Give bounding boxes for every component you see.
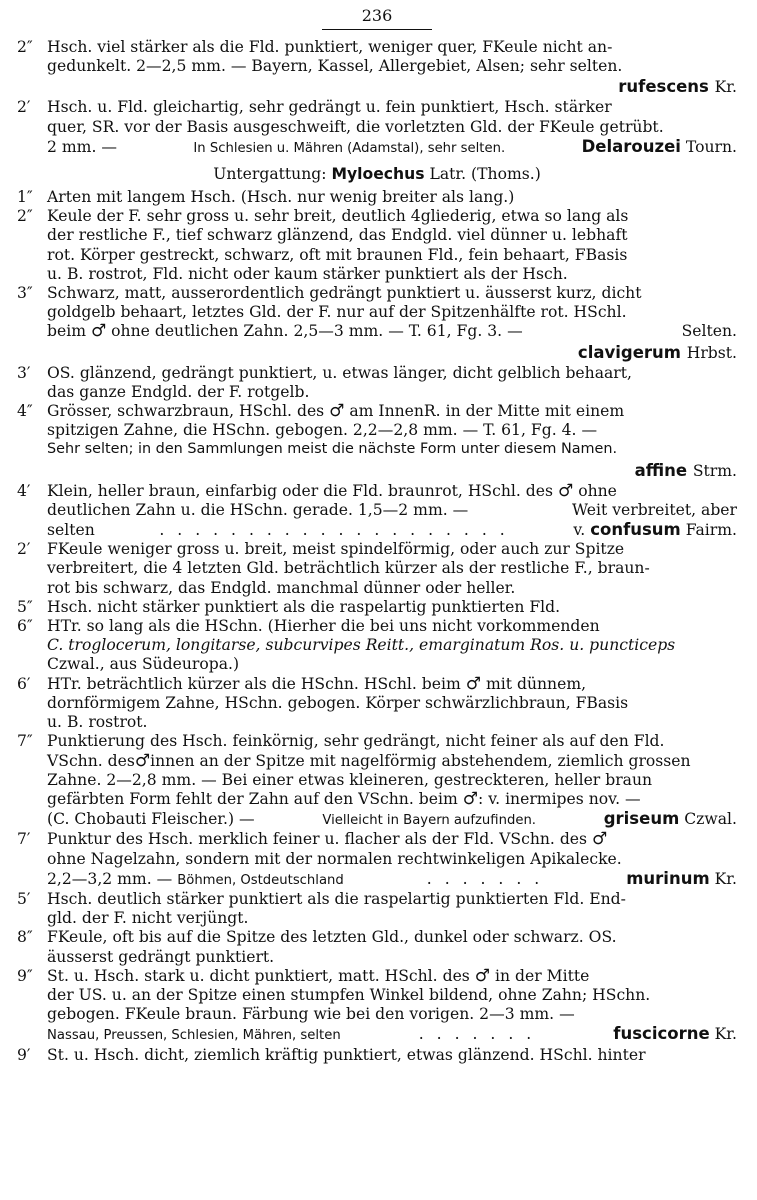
couplet-number: 5′ [17,889,31,908]
text-line: Sehr selten; in den Sammlungen meist die nächste Form unter diesem Namen. [47,441,618,458]
entry-text [47,928,737,966]
couplet-number: 2′ [17,98,31,117]
entry-text [47,675,737,733]
text-line: OS. glänzend, gedrängt punktiert, u. etwas länger, dicht gelblich behaart, [47,363,632,382]
species-author: Kr. [714,1025,737,1044]
key-entry [17,890,737,928]
couplet-number: 6′ [17,674,31,693]
key-entry [17,732,737,830]
species-author: Hrbst. [686,343,737,362]
couplet-number: 9′ [17,1045,31,1064]
species-name-line [47,460,737,482]
key-entry [17,598,737,617]
text-line: (C. Chobauti Fleischer.) — Vielleicht in Bayern aufzufinden. griseum Czwal. [47,809,737,830]
text-line: Punktierung des Hsch. feinkörnig, sehr gedrängt, nicht feiner als auf den Fld. [47,732,665,751]
text-line: C. troglocerum, longitarse, subcurvipes Reitt., emarginatum Ros. u. puncticeps [47,636,676,655]
entry-text [47,284,737,364]
couplet-number: 7″ [17,732,33,751]
key-entry [17,98,737,158]
locality-text: Böhmen, Ostdeutschland [177,872,344,888]
subgenus-name: Myloechus [331,165,425,184]
male-symbol-icon: ♂ [134,750,151,771]
locality-text: In Schlesien u. Mähren (Adamstal), sehr selten. [193,140,506,156]
key-entry [17,364,737,402]
species-author: Strm. [692,461,737,480]
key-entry [17,928,737,966]
species-name: griseum [603,809,680,829]
species-name-inline [582,137,737,157]
species-author: Kr. [714,78,737,97]
species-author: Tourn. [685,137,737,156]
text-line: Hsch. viel stärker als die Fld. punktiert, weniger quer, FKeule nicht an- [47,38,613,56]
text-line: verbreitert, die 4 letzten Gld. beträchtlich kürzer als der restliche F., braun- [47,559,650,578]
text-line: Punktur des Hsch. merklich feiner u. flacher als der Fld. VSchn. des ♂ [47,829,608,850]
species-name: clavigerum [577,342,681,362]
entry-text [47,830,737,890]
entry-text [47,207,737,284]
locality-text: Vielleicht in Bayern aufzufinden. [322,813,536,829]
entry-text [47,188,737,207]
text-line: gebogen. FKeule braun. Färbung wie bei den vorigen. 2—3 mm. — [47,1005,575,1024]
species-name: rufescens [618,77,709,97]
text-line: 2,2—3,2 mm. — Böhmen, Ostdeutschland . . . . . . . murinum Kr. [47,868,737,888]
text-line: Hsch. deutlich stärker punktiert als die raspelartig punktierten Fld. End- [47,889,626,908]
text-line: Czwal., aus Südeuropa.) [47,655,240,674]
text-line: HTr. so lang als die HSchn. (Hierher die bei uns nicht vorkommenden [47,617,600,636]
text-line: Arten mit langem Hsch. (Hsch. nur wenig breiter als lang.) [47,188,515,207]
key-entry [17,830,737,890]
couplet-number: 4′ [17,481,31,500]
text-line: Hsch. nicht stärker punktiert als die raspelartig punktierten Fld. [47,597,561,616]
species-author: Kr. [714,869,737,888]
text-line: ohne Nagelzahn, sondern mit der normalen rechtwinkeligen Apikalecke. [47,849,622,868]
entry-text [47,38,737,98]
entry-text [47,598,737,617]
couplet-number: 2′ [17,540,31,559]
entry-text [47,402,737,482]
entry-text [47,967,737,1046]
text-line: Schwarz, matt, ausserordentlich gedrängt punktiert u. äusserst kurz, dicht [47,284,642,303]
key-entry [17,1046,737,1065]
key-entry [17,540,737,598]
leader-dots: . . . . . . . [426,869,544,888]
male-symbol-icon: ♂ [465,673,482,694]
couplet-number: 2″ [17,38,33,56]
key-entry [17,402,737,482]
key-entry [17,967,737,1046]
text-line: u. B. rostrot. [47,713,148,732]
species-name-line [47,342,737,364]
page-number: 236 [17,6,737,38]
key-entry [17,617,737,675]
key-entry [17,188,737,207]
text-line [47,1024,737,1045]
text-line: beim ♂ ohne deutlichen Zahn. 2,5—3 mm. — T. 61, Fg. 3. — Selten. [47,321,737,342]
couplet-number: 2″ [17,207,33,226]
text-line: Zahne. 2—2,8 mm. — Bei einer etwas kleineren, gestreckteren, heller braun [47,770,653,789]
text-line: Klein, heller braun, einfarbig oder die Fld. braunrot, HSchl. des ♂ ohne [47,480,617,501]
key-entry [17,482,737,541]
text-line: gedunkelt. 2—2,5 mm. — Bayern, Kassel, Allergebiet, Alsen; sehr selten. [47,57,623,76]
couplet-number: 4″ [17,402,33,421]
text-line: 2 mm. — In Schlesien u. Mähren (Adamstal), sehr selten. Delarouzei Tourn. [47,137,737,158]
text-line: Grösser, schwarzbraun, HSchl. des ♂ am InnenR. in der Mitte mit einem [47,401,625,422]
couplet-number: 9″ [17,966,33,985]
text-line: HTr. beträchtlich kürzer als die HSchn. HSchl. beim ♂ mit dünnem, [47,673,587,694]
text-line: der restliche F., tief schwarz glänzend, das Endgld. viel dünner u. lebhaft [47,226,628,245]
key-entry [17,675,737,733]
text-line: dornförmigem Zahne, HSchn. gebogen. Körper schwärzlichbraun, FBasis [47,693,629,712]
male-symbol-icon: ♂ [474,965,491,986]
male-symbol-icon: ♂ [329,401,345,422]
text-line: quer, SR. vor der Basis ausgeschweift, die vorletzten Gld. der FKeule getrübt. [47,117,664,136]
species-name: fuscicorne [613,1024,710,1044]
key-entry [17,38,737,98]
species-name-line [47,76,737,98]
species-name: murinum [626,868,710,888]
text-line: FKeule, oft bis auf die Spitze des letzten Gld., dunkel oder schwarz. OS. [47,928,617,947]
text-line: St. u. Hsch. stark u. dicht punktiert, matt. HSchl. des ♂ in der Mitte [47,965,590,986]
locality-text: Nassau, Preussen, Schlesien, Mähren, selten [47,1028,341,1044]
species-author: Czwal. [684,810,737,829]
entry-text [47,732,737,830]
male-symbol-icon: ♂ [592,829,608,850]
text-line: gefärbten Form fehlt der Zahn auf den VSchn. beim ♂: v. inermipes nov. — [47,788,641,809]
species-name: affine [634,460,688,480]
text-line: St. u. Hsch. dicht, ziemlich kräftig punktiert, etwas glänzend. HSchl. hinter [47,1045,646,1064]
text-line: spitzigen Zahne, die HSchn. gebogen. 2,2—2,8 mm. — T. 61, Fg. 4. — [47,421,598,440]
male-symbol-icon: ♂ [462,788,478,809]
text-line: u. B. rostrot, Fld. nicht oder kaum stärker punktiert als der Hsch. [47,264,568,283]
couplet-number: 3′ [17,363,31,382]
male-symbol-icon: ♂ [90,321,107,342]
entry-text [47,540,737,598]
couplet-number: 1″ [17,188,33,207]
entry-text [47,364,737,402]
entry-text [47,617,737,675]
text-line: Hsch. u. Fld. gleichartig, sehr gedrängt u. fein punktiert, Hsch. stärker [47,98,612,117]
subgenus-heading: Untergattung: Myloechus Latr. (Thoms.) [213,165,541,184]
text-line: gld. der F. nicht verjüngt. [47,909,249,928]
text-line: rot bis schwarz, das Endgld. manchmal dünner oder heller. [47,578,516,597]
text-line: der US. u. an der Spitze einen stumpfen Winkel bildend, ohne Zahn; HSchn. [47,985,651,1004]
species-author: Fairm. [685,521,737,540]
couplet-number: 7′ [17,830,31,849]
text-line: das ganze Endgld. der F. rotgelb. [47,382,310,401]
text-line: äusserst gedrängt punktiert. [47,947,275,966]
text-line: FKeule weniger gross u. breit, meist spindelförmig, oder auch zur Spitze [47,540,625,559]
entry-text [47,482,737,541]
couplet-number: 5″ [17,597,33,616]
entry-text [47,98,737,158]
species-name: confusum [590,520,681,540]
couplet-number: 3″ [17,284,33,303]
text-line: goldgelb behaart, letztes Gld. der F. nur auf der Spitzenhälfte rot. HSchl. [47,303,627,322]
species-name: Delarouzei [581,136,681,156]
leader-dots: . . . . . . . . . . . . . . . . . . . . [159,521,509,540]
entry-text [47,1046,737,1065]
leader-dots: . . . . . . . [418,1025,536,1044]
text-line: rot. Körper gestreckt, schwarz, oft mit braunen Fld., fein behaart, FBasis [47,245,628,264]
couplet-number: 8″ [17,928,33,947]
text-line: deutlichen Zahn u. die HSchn. gerade. 1,5—2 mm. — Weit verbreitet, aber [47,500,737,519]
text-line: selten . . . . . . . . . . . . . . . . . . . . v. confusum Fairm. [47,520,737,540]
text-line: Keule der F. sehr gross u. sehr breit, deutlich 4gliederig, etwa so lang als [47,207,629,226]
male-symbol-icon: ♂ [557,480,574,501]
text-line: VSchn. des♂innen an der Spitze mit nagelförmig abstehendem, ziemlich grossen [47,750,691,771]
key-entry [17,284,737,364]
couplet-number: 6″ [17,617,33,636]
entry-text [47,890,737,928]
key-entry [17,207,737,284]
